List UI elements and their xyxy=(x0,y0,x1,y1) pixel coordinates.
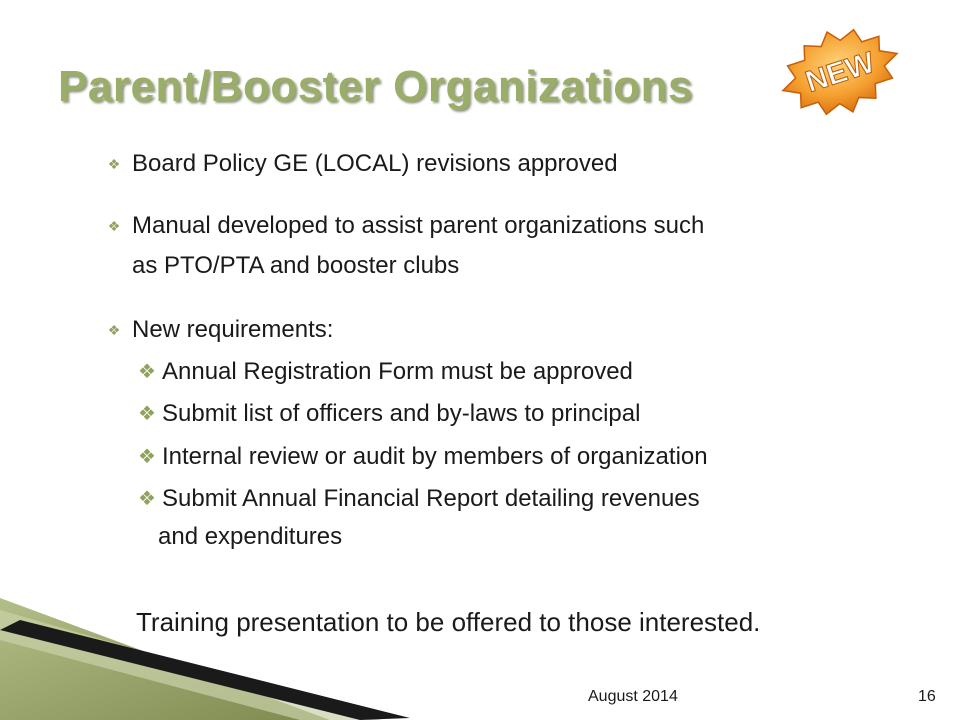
bullet-text: Board Policy GE (LOCAL) revisions approved xyxy=(132,150,618,177)
bullet-item xyxy=(107,313,334,347)
sub-bullet-text: Annual Registration Form must be approved xyxy=(162,358,633,385)
sub-bullet-text: Submit list of officers and by-laws to principal xyxy=(162,400,641,427)
sub-bullet-item xyxy=(138,440,708,474)
diamond-bullet-icon: ❖ xyxy=(138,488,156,510)
sub-bullet-text: Internal review or audit by members of organization xyxy=(162,443,708,470)
badge-text: NEW xyxy=(801,45,879,99)
footer-date: August 2014 xyxy=(588,688,678,705)
sub-bullet-text: and expenditures xyxy=(158,523,343,550)
diamond-bullet-icon: ❖ xyxy=(107,218,121,234)
diamond-bullet-icon: ❖ xyxy=(138,403,156,425)
bullet-text: Manual developed to assist parent organizations such xyxy=(132,212,705,239)
bullet-item xyxy=(107,147,618,181)
sub-bullet-item xyxy=(138,355,633,389)
sub-bullet-text: Submit Annual Financial Report detailing revenues xyxy=(162,485,700,512)
diamond-bullet-icon: ❖ xyxy=(138,446,156,468)
new-badge xyxy=(772,24,908,120)
bullet-item xyxy=(107,209,705,243)
training-note: Training presentation to be offered to those interested. xyxy=(136,607,761,637)
sub-bullet-text-continued xyxy=(158,520,342,554)
sub-bullet-item xyxy=(138,397,641,431)
slide-title: Parent/Booster Organizations xyxy=(58,62,694,111)
diamond-bullet-icon: ❖ xyxy=(138,361,156,383)
bullet-text: as PTO/PTA and booster clubs xyxy=(132,252,460,279)
diamond-bullet-icon: ❖ xyxy=(107,156,121,172)
bullet-text: New requirements: xyxy=(132,316,334,343)
starburst-badge-icon xyxy=(772,24,908,120)
page-number: 16 xyxy=(918,688,936,705)
sub-bullet-item xyxy=(138,482,700,516)
bullet-text-continued xyxy=(132,249,459,283)
diamond-bullet-icon: ❖ xyxy=(107,322,121,338)
